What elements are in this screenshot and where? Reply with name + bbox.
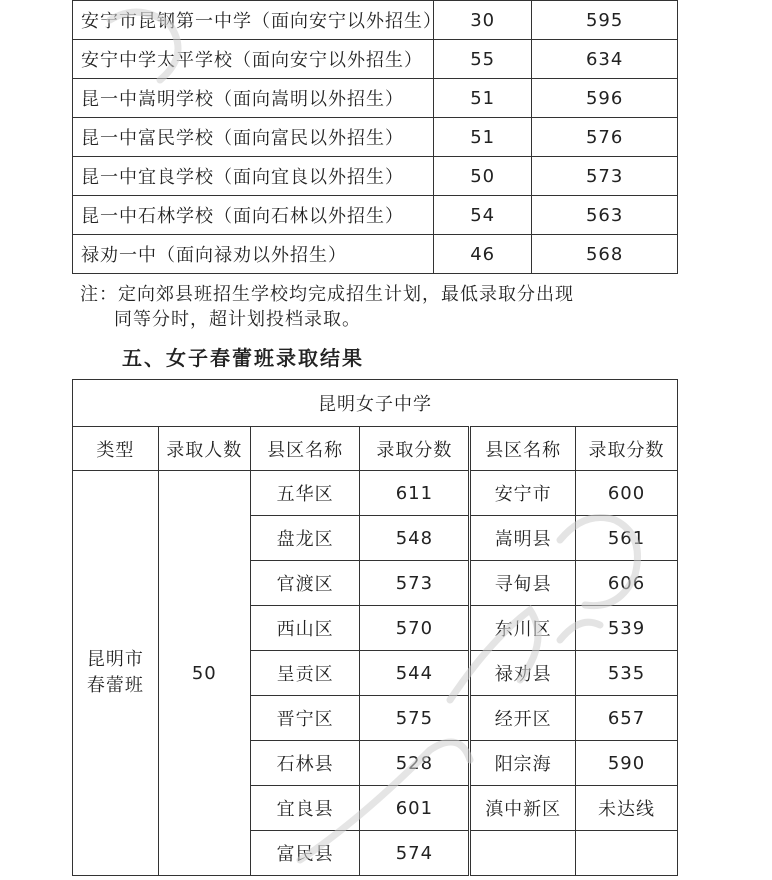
footnote-line-1: 注：定向郊县班招生学校均完成招生计划，最低录取分出现	[80, 284, 574, 305]
footnote	[80, 282, 680, 332]
column-header-row	[73, 427, 678, 471]
score-cell: 606	[576, 561, 678, 606]
admitted-count-cell: 50	[434, 157, 532, 196]
footnote-line-2: 同等分时，超计划投档录取。	[114, 309, 361, 330]
district-cell: 西山区	[250, 606, 360, 651]
district-cell	[470, 831, 576, 876]
score-cell: 535	[576, 651, 678, 696]
section-title: 五、女子春蕾班录取结果	[122, 346, 364, 370]
district-cell: 东川区	[470, 606, 576, 651]
district-cell: 五华区	[250, 471, 360, 516]
table-row	[73, 196, 678, 235]
score-cell: 548	[360, 516, 470, 561]
score-cell: 601	[360, 786, 470, 831]
score-cell: 590	[576, 741, 678, 786]
score-cell: 573	[360, 561, 470, 606]
table-row	[73, 40, 678, 79]
score-cell: 611	[360, 471, 470, 516]
school-header-row	[73, 380, 678, 427]
district-cell: 安宁市	[470, 471, 576, 516]
district-cell: 晋宁区	[250, 696, 360, 741]
score-cell: 544	[360, 651, 470, 696]
school-name-cell: 安宁市昆钢第一中学（面向安宁以外招生）	[73, 1, 434, 40]
score-cell: 561	[576, 516, 678, 561]
score-cell: 528	[360, 741, 470, 786]
header-district-name: 县区名称	[250, 427, 360, 471]
school-name-cell: 昆一中嵩明学校（面向嵩明以外招生）	[73, 79, 434, 118]
school-name: 昆明女子中学	[73, 380, 678, 427]
school-name-cell: 昆一中宜良学校（面向宜良以外招生）	[73, 157, 434, 196]
header-district-name-2: 县区名称	[470, 427, 576, 471]
table-row	[73, 1, 678, 40]
score-cell: 未达线	[576, 786, 678, 831]
school-name-cell: 昆一中石林学校（面向石林以外招生）	[73, 196, 434, 235]
spring-bud-class-table	[72, 379, 678, 876]
class-type-cell	[73, 471, 159, 876]
admitted-count-cell: 46	[434, 235, 532, 274]
directed-enrollment-table	[72, 0, 678, 274]
table-row	[73, 118, 678, 157]
table-row	[73, 79, 678, 118]
class-type-line-1: 昆明市	[86, 649, 144, 670]
district-cell: 阳宗海	[470, 741, 576, 786]
admitted-count-cell: 51	[434, 79, 532, 118]
admitted-count-cell: 50	[158, 471, 250, 876]
header-admitted-count: 录取人数	[158, 427, 250, 471]
admitted-count-cell: 54	[434, 196, 532, 235]
score-cell: 575	[360, 696, 470, 741]
table-row	[73, 157, 678, 196]
district-cell: 寻甸县	[470, 561, 576, 606]
class-type-line-2: 春蕾班	[86, 675, 144, 696]
score-cell: 600	[576, 471, 678, 516]
min-score-cell: 595	[532, 1, 678, 40]
admitted-count-cell: 55	[434, 40, 532, 79]
score-cell: 574	[360, 831, 470, 876]
score-cell: 539	[576, 606, 678, 651]
district-cell: 嵩明县	[470, 516, 576, 561]
score-cell: 570	[360, 606, 470, 651]
school-name-cell: 昆一中富民学校（面向富民以外招生）	[73, 118, 434, 157]
score-cell: 657	[576, 696, 678, 741]
admitted-count-cell: 51	[434, 118, 532, 157]
min-score-cell: 576	[532, 118, 678, 157]
table-row	[73, 471, 678, 516]
district-cell: 富民县	[250, 831, 360, 876]
school-name-cell: 禄劝一中（面向禄劝以外招生）	[73, 235, 434, 274]
min-score-cell: 563	[532, 196, 678, 235]
header-score: 录取分数	[360, 427, 470, 471]
district-cell: 盘龙区	[250, 516, 360, 561]
district-cell: 石林县	[250, 741, 360, 786]
school-name-cell: 安宁中学太平学校（面向安宁以外招生）	[73, 40, 434, 79]
district-cell: 官渡区	[250, 561, 360, 606]
min-score-cell: 596	[532, 79, 678, 118]
table-row	[73, 235, 678, 274]
min-score-cell: 573	[532, 157, 678, 196]
district-cell: 呈贡区	[250, 651, 360, 696]
header-type: 类型	[73, 427, 159, 471]
district-cell: 禄劝县	[470, 651, 576, 696]
header-score-2: 录取分数	[576, 427, 678, 471]
district-cell: 宜良县	[250, 786, 360, 831]
district-cell: 滇中新区	[470, 786, 576, 831]
min-score-cell: 634	[532, 40, 678, 79]
admitted-count-cell: 30	[434, 1, 532, 40]
min-score-cell: 568	[532, 235, 678, 274]
score-cell	[576, 831, 678, 876]
district-cell: 经开区	[470, 696, 576, 741]
